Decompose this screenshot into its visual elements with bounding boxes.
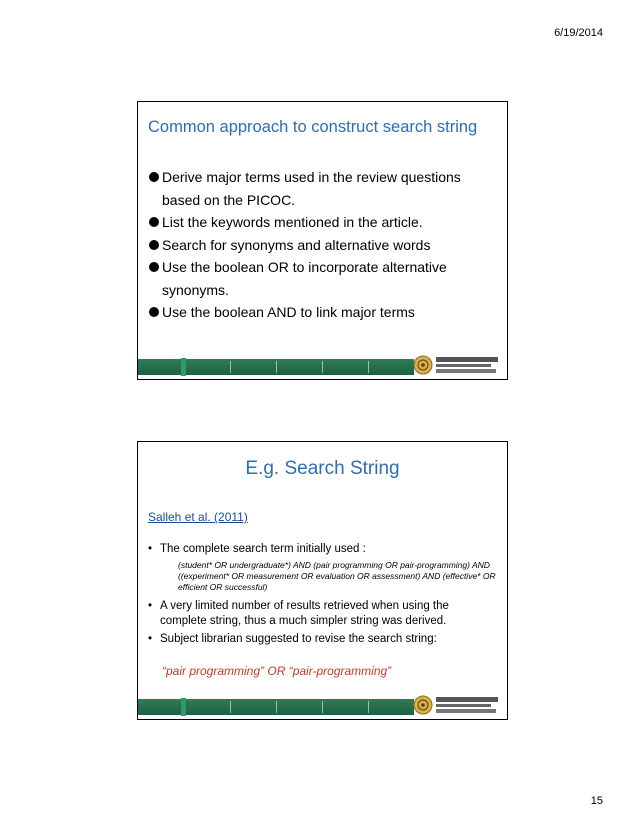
slide-footer-bar — [138, 699, 414, 715]
page-number: 15 — [590, 795, 603, 807]
slide-title: Common approach to construct search string — [148, 118, 478, 136]
bullet-text: • The complete search term initially used : — [160, 543, 366, 555]
bullet-item: • A very limited number of results retrieved when using the complete string, thus a much simpler string was derived. — [148, 599, 498, 629]
slide-search-approach — [137, 101, 508, 380]
slide-search-string-example — [137, 441, 508, 720]
reference-link[interactable]: Salleh et al. (2011) — [148, 510, 248, 524]
slide-title: E.g. Search String — [245, 458, 400, 479]
bullet-list — [148, 542, 498, 647]
bullet-item — [148, 542, 498, 593]
bullet-list — [149, 166, 501, 324]
revised-search-string: “pair programming” OR “pair-programming” — [162, 664, 392, 678]
print-date: 6/19/2014 — [554, 27, 603, 39]
bullet-item: Derive major terms used in the review questions based on the PICOC. — [149, 166, 501, 211]
slide-footer-bar — [138, 359, 414, 375]
bullet-item: Search for synonyms and alternative words — [149, 234, 501, 257]
bullet-item: Use the boolean AND to link major terms — [149, 301, 501, 324]
university-logo-icon — [413, 354, 501, 376]
university-logo-icon — [413, 694, 501, 716]
bullet-item: Use the boolean OR to incorporate alternative synonyms. — [149, 256, 501, 301]
bullet-item: • Subject librarian suggested to revise the search string: — [148, 632, 498, 647]
bullet-item: List the keywords mentioned in the article. — [149, 211, 501, 234]
search-term-text: (student* OR undergraduate*) AND (pair programming OR pair-programming) AND ((experiment* OR measurement OR evaluation OR assessment) AND (effective* OR efficient OR successful) — [178, 560, 496, 592]
